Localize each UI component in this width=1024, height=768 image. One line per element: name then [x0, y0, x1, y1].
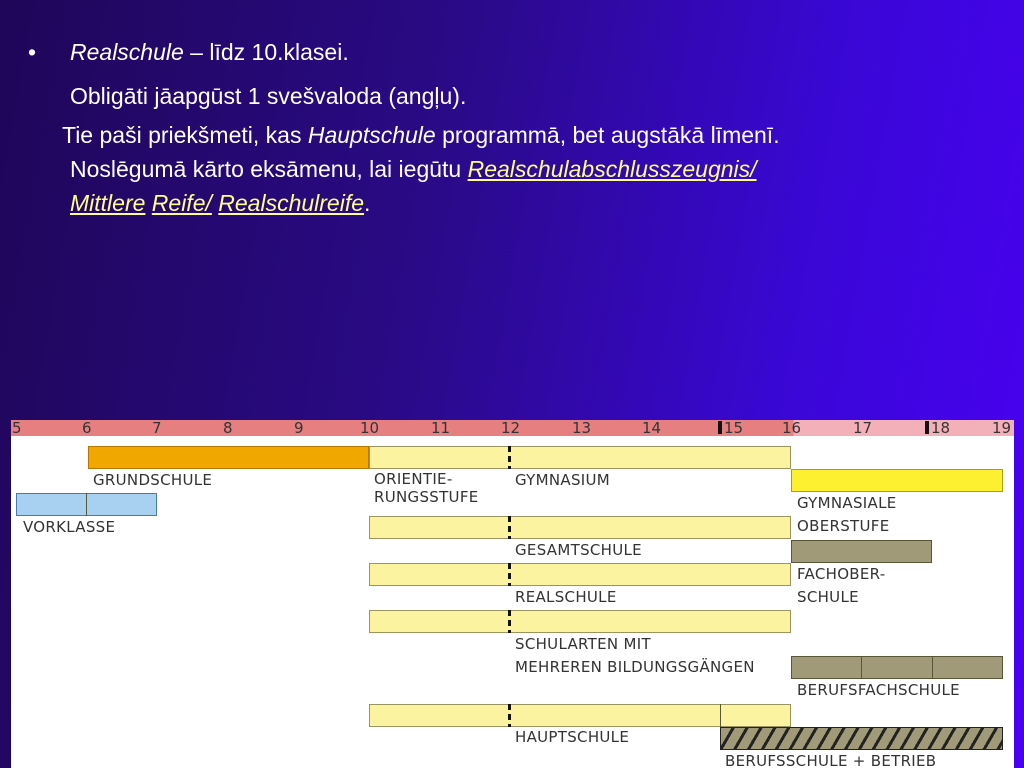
- age-label: 8: [223, 420, 233, 437]
- line3-a: Tie paši priekšmeti, kas: [62, 122, 308, 148]
- schularten-bar: [369, 610, 791, 633]
- reife-link[interactable]: Reife/: [151, 190, 212, 216]
- gesamtschule-label: GESAMTSCHULE: [515, 541, 642, 559]
- realschulreife-link[interactable]: Realschulreife: [218, 190, 365, 216]
- vorklasse-label: VORKLASSE: [23, 518, 116, 536]
- realschule-bar: [369, 563, 791, 586]
- fachoberschule-bar: [791, 540, 932, 563]
- berufsfachschule-label: BERUFSFACHSCHULE: [797, 681, 960, 699]
- hauptschule-bar: [369, 704, 791, 727]
- age-label: 16: [782, 420, 802, 437]
- gesamtschule-bar: [369, 516, 791, 539]
- orientierungsstufe-label-1: ORIENTIE-: [374, 470, 453, 488]
- text-line-5: [70, 189, 370, 217]
- dashed-divider: [508, 610, 511, 633]
- dashed-divider: [508, 704, 511, 727]
- age-label: 9: [294, 420, 304, 437]
- hauptschule-label: HAUPTSCHULE: [515, 728, 630, 746]
- age-label: 13: [572, 420, 592, 437]
- grundschule-bar: [88, 446, 369, 469]
- age-label: 5: [12, 420, 22, 437]
- realschule-term: Realschule: [70, 39, 184, 65]
- age-label: 15: [724, 420, 744, 437]
- age-tick-marker: [718, 421, 722, 434]
- gymnasiale-label-2: OBERSTUFE: [797, 517, 890, 535]
- text-line-3: [62, 121, 780, 149]
- dashed-divider: [508, 563, 511, 586]
- bar-divider: [86, 493, 87, 516]
- hauptschule-term: Hauptschule: [307, 122, 436, 148]
- age-label: 18: [931, 420, 951, 437]
- line1-rest: – līdz 10.klasei.: [183, 39, 349, 65]
- text-line-1: [70, 38, 349, 66]
- age-label: 10: [360, 420, 380, 437]
- mittlere-link[interactable]: Mittlere: [70, 190, 146, 216]
- bar-divider: [861, 656, 862, 679]
- age-label: 12: [501, 420, 521, 437]
- gymnasium-label: GYMNASIUM: [515, 471, 611, 489]
- berufsfachschule-bar: [791, 656, 1003, 679]
- fachoberschule-label-1: FACHOBER-: [797, 565, 886, 583]
- bar-divider: [932, 656, 933, 679]
- bar-divider: [720, 704, 721, 727]
- line4-a: Noslēgumā kārto eksāmenu, lai iegūtu: [70, 156, 468, 182]
- age-label: 17: [853, 420, 873, 437]
- gymnasiale-label-1: GYMNASIALE: [797, 494, 897, 512]
- text-line-4: [70, 155, 757, 183]
- dashed-divider: [508, 446, 511, 469]
- age-label: 11: [431, 420, 451, 437]
- line3-b: programmā, bet augstākā līmenī.: [435, 122, 780, 148]
- bullet-marker: •: [28, 39, 37, 65]
- realschule-label: REALSCHULE: [515, 588, 617, 606]
- fachoberschule-label-2: SCHULE: [797, 588, 859, 606]
- line5-end: .: [364, 190, 371, 216]
- berufsschule-betrieb-label: BERUFSSCHULE + BETRIEB: [725, 752, 937, 768]
- gymnasium-bar: [369, 446, 791, 469]
- age-label: 14: [642, 420, 662, 437]
- orientierungsstufe-label-2: RUNGSSTUFE: [374, 488, 479, 506]
- dashed-divider: [508, 516, 511, 539]
- realschulabschluss-link[interactable]: Realschulabschlusszeugnis/: [467, 156, 757, 182]
- age-label: 6: [82, 420, 92, 437]
- school-system-diagram: [11, 420, 1014, 768]
- age-label: 19: [992, 420, 1012, 437]
- schularten-label-1: SCHULARTEN MIT: [515, 635, 651, 653]
- grundschule-label: GRUNDSCHULE: [93, 471, 213, 489]
- age-tick-marker: [925, 421, 929, 434]
- schularten-label-2: MEHREREN BILDUNGSGÄNGEN: [515, 658, 755, 676]
- berufsschule-betrieb-bar: [720, 727, 1003, 750]
- gymnasiale-oberstufe-bar: [791, 469, 1003, 492]
- text-line-2: Obligāti jāapgūst 1 svešvaloda (angļu).: [70, 83, 467, 109]
- age-label: 7: [152, 420, 162, 437]
